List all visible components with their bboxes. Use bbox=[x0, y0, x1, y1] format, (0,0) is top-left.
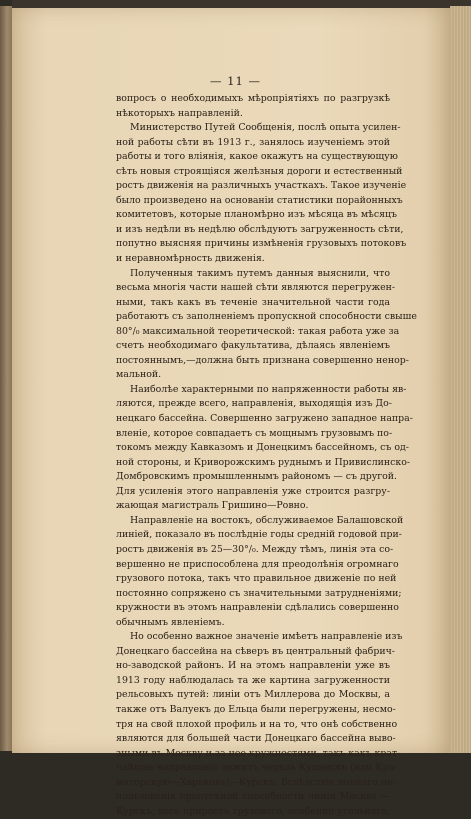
text-line: комитетовъ, которые планомѣрно изъ мѣсяца въ мѣсяцъ bbox=[116, 209, 397, 221]
text-line: Министерство Путей Сообщенія, послѣ опыта усилен- bbox=[130, 122, 401, 134]
text-line: Курскъ, весь приростъ грузового, особенно угольнаго, bbox=[116, 805, 390, 817]
text-line: тря на свой плохой профиль и на то, что онѣ собственно bbox=[116, 718, 398, 730]
text-line: вопросъ о необходимыхъ мѣропріятіяхъ по разгрузкѣ bbox=[116, 93, 390, 104]
text-line: 80°/₀ максимальной теоретической: такая работа уже за bbox=[116, 325, 400, 337]
text-line: чайшее направленіе лежитъ черезъ Купянскъ (или Кра- bbox=[116, 762, 398, 774]
page-number: — 11 — bbox=[210, 74, 261, 88]
text-line: являются для большей части Донецкаго бассейна выво- bbox=[116, 733, 396, 745]
text-line: Наиболѣе характерными по напряженности работы яв- bbox=[130, 383, 407, 395]
text-line: Направленіе на востокъ, обслуживаемое Балашовской bbox=[130, 514, 404, 526]
left-page-edge bbox=[0, 6, 12, 751]
text-line: обычнымъ явленіемъ. bbox=[116, 616, 225, 628]
text-line: кружности въ этомъ направленіи сдѣлались совершенно bbox=[116, 602, 399, 614]
text-line: постояннымъ,—должна быть признана совершенно ненор- bbox=[116, 354, 409, 366]
text-line: токомъ между Кавказомъ и Донецкимъ бассейномъ, съ од- bbox=[116, 442, 409, 454]
page-body-text bbox=[116, 92, 417, 819]
text-line: вленіе, которое совпадаетъ съ мощнымъ грузовымъ по- bbox=[116, 427, 393, 439]
text-line: ными, такъ какъ въ теченіе значительной части года bbox=[116, 296, 390, 308]
text-line: мальной. bbox=[116, 369, 162, 381]
text-line: и изъ недѣли въ недѣлю обслѣдуютъ загруженность сѣти, bbox=[116, 223, 404, 235]
text-line: также отъ Валуекъ до Ельца были перегружены, несмо- bbox=[116, 703, 396, 715]
text-line: рельсовыхъ путей: линіи отъ Миллерова до Москвы, а bbox=[116, 689, 390, 701]
text-line: ростъ движенія на различныхъ участкахъ. Такое изученіе bbox=[116, 180, 407, 192]
text-line: работы и того вліянія, какое окажутъ на существующую bbox=[116, 151, 398, 163]
text-line: ной стороны, и Криворожскимъ руднымъ и Привислинско- bbox=[116, 456, 411, 468]
text-line: Полученныя такимъ путемъ данныя выяснили, что bbox=[130, 267, 390, 279]
text-line: и неравномѣрность движенія. bbox=[116, 253, 265, 265]
text-line: Донецкаго бассейна на сѣверъ въ центральный фабрич- bbox=[116, 645, 395, 657]
text-line: Домбровскимъ промышленнымъ райономъ — съ другой. bbox=[116, 471, 398, 483]
text-line: было произведено на основаніи статистики порайонныхъ bbox=[116, 194, 403, 206]
page-stack-edge bbox=[450, 6, 471, 753]
text-line: линіей, показало въ послѣдніе годы средній годовой при- bbox=[116, 529, 402, 541]
text-line: ростъ движенія въ 25—30°/₀. Между тѣмъ, линія эта со- bbox=[116, 543, 394, 555]
text-line: Но особенно важное значеніе имѣетъ направленіе изъ bbox=[130, 631, 403, 643]
text-line: маторскую—Харьковъ)—Курскъ. Вслѣдствіе полнаго не- bbox=[116, 776, 396, 788]
text-line: постоянно сопряжено съ значительными затрудненіями; bbox=[116, 587, 402, 599]
text-line: 1913 году наблюдалась та же картина загруженности bbox=[116, 674, 390, 686]
text-line: зными въ Москву и за нее кружностями, такъ какъ крат- bbox=[116, 747, 401, 759]
text-line: вершенно не приспособлена для преодолѣнія огромнаго bbox=[116, 558, 399, 570]
text-line: весьма многія части нашей сѣти являются перегружен- bbox=[116, 282, 396, 294]
text-line: пользованія пропускной способности линіи Москва — bbox=[116, 791, 390, 803]
text-line: ляются, прежде всего, направленія, выходящія изъ До- bbox=[116, 398, 392, 410]
text-line: ной работы сѣти въ 1913 г., занялось изученіемъ этой bbox=[116, 136, 390, 148]
text-line: нецкаго бассейна. Совершенно загружено западное напра- bbox=[116, 413, 413, 425]
text-line: но-заводской районъ. И на этомъ направленіи уже въ bbox=[116, 660, 390, 672]
text-line: сѣть новыя строящіяся желѣзныя дороги и естественный bbox=[116, 165, 403, 177]
text-line: попутно выясняя причины измѣненія грузовыхъ потоковъ bbox=[116, 238, 407, 250]
text-line: нѣкоторыхъ направленій. bbox=[116, 107, 243, 119]
text-line: Для усиленія этого направленія уже строится разгру- bbox=[116, 485, 390, 497]
book-top-edge bbox=[12, 0, 471, 8]
text-line: жающая магистраль Гришино—Ровно. bbox=[116, 500, 309, 512]
text-line: грузового потока, такъ что правильное движеніе по ней bbox=[116, 573, 397, 585]
text-line: счетъ необходимаго факультатива, дѣлаясь явленіемъ bbox=[116, 340, 390, 352]
text-line: работаютъ съ заполненіемъ пропускной способности свыше bbox=[116, 311, 417, 323]
